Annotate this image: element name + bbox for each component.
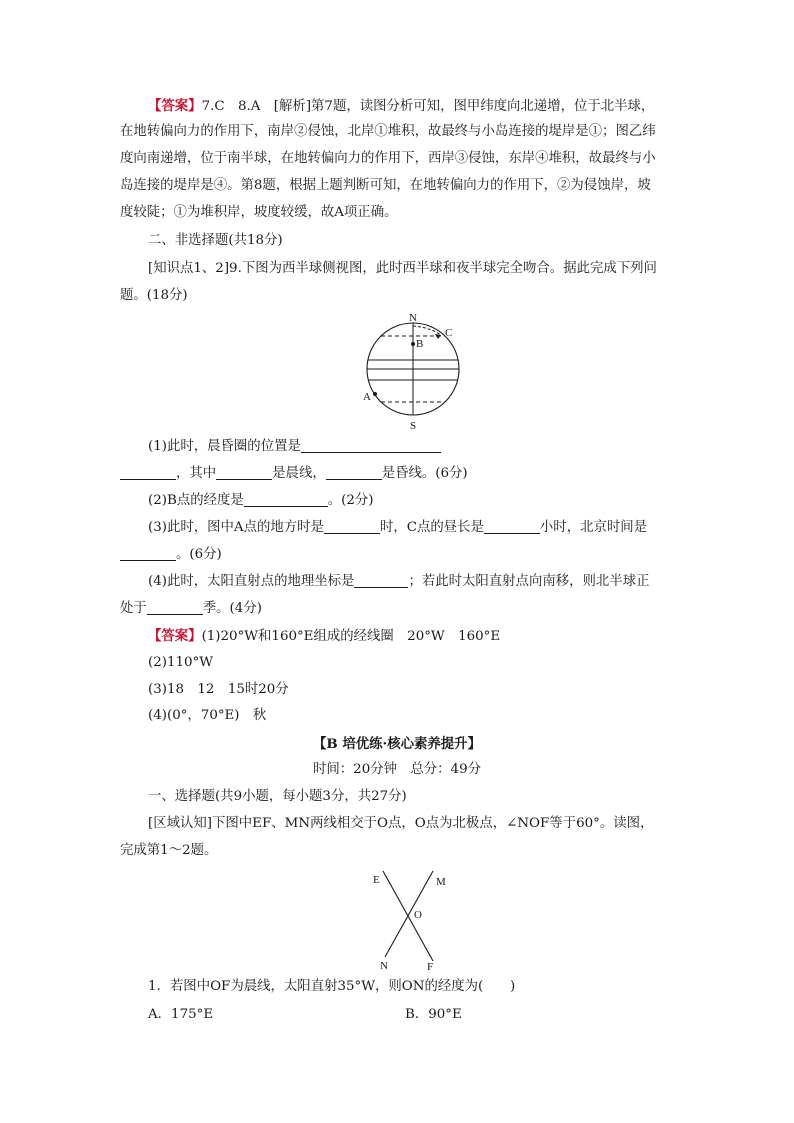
q9-part3-text-b: 小时，北京时间是	[539, 520, 648, 535]
answer-2-line-2: (2)110°W	[148, 655, 213, 670]
hemisphere-diagram	[355, 310, 475, 432]
answer-line-1	[148, 96, 708, 117]
label-n: N	[380, 960, 388, 972]
question-group-stem-cont: 完成第1～2题。	[120, 843, 218, 858]
label-f: F	[427, 961, 434, 973]
point-a-marker	[373, 392, 377, 396]
label-m: M	[436, 876, 446, 888]
q9-part3-prompt: (3)此时，图中A点的地方时是	[148, 520, 324, 535]
q9-part1-prompt: (1)此时，晨昏圈的位置是	[148, 439, 301, 454]
answer-2-line-3: (3)18 12 15时20分	[148, 682, 289, 697]
q9-part1-text-c: 是昏线。(6分)	[381, 466, 468, 481]
q9-part3-line2	[120, 545, 680, 565]
answer-2-line-4: (4)(0°，70°E) 秋	[148, 708, 267, 723]
q9-part4-end: 季。(4分)	[202, 601, 262, 616]
label-o: O	[414, 909, 422, 921]
answer-line-4: 岛连接的堤岸是④。第8题，根据上题判断可知，在地转偏向力的作用下，②为侵蚀岸，坡	[120, 178, 651, 193]
question-9-stem-cont: 题。(18分)	[120, 288, 188, 303]
answer-blank[interactable]	[324, 519, 380, 534]
answer-tag: 【答案】	[148, 628, 202, 644]
question-1: 1．若图中OF为晨线，太阳直射35°W，则ON的经度为( )	[148, 979, 516, 994]
q9-part2-end: 。(2分)	[327, 493, 374, 508]
question-group-stem: [区域认知]下图中EF、MN两线相交于O点，O点为北极点，∠NOF等于60°。读图，	[148, 816, 654, 831]
answer-blank[interactable]	[354, 573, 408, 588]
answer-blank[interactable]	[484, 519, 540, 534]
answer-line-3: 度向南递增，位于南半球，在地转偏向力的作用下，西岸③侵蚀，东岸④堆积，故最终与小	[120, 151, 656, 166]
answer-tag: 【答案】	[148, 98, 202, 114]
section-heading: 二、非选择题(共18分)	[148, 233, 283, 248]
option-b[interactable]: B．90°E	[405, 1007, 462, 1022]
q9-part4-text-a: ；若此时太阳直射点向南移，则北半球正	[408, 574, 650, 589]
q9-part3-text-a: 时，C点的昼长是	[379, 520, 484, 535]
answer-text: 7.C 8.A [解析]第7题，读图分析可知，图甲纬度向北递增，位于北半球，	[201, 99, 655, 114]
answer-blank[interactable]	[216, 465, 272, 480]
section-heading: 一、选择题(共9小题，每小题3分，共27分)	[148, 789, 407, 804]
q9-part3-end: 。(6分)	[176, 547, 222, 562]
answer-2-line-1	[148, 626, 708, 647]
q9-part2-prompt: (2)B点的经度是	[148, 493, 244, 508]
label-b: B	[416, 338, 424, 350]
rotation-arc	[413, 326, 441, 335]
answer-blank[interactable]	[244, 492, 328, 507]
answer-blank[interactable]	[326, 465, 382, 480]
label-n: N	[409, 312, 417, 324]
label-a: A	[363, 391, 371, 403]
q9-part1-text-b: 是晨线，	[272, 466, 326, 481]
q9-part4-line1	[148, 572, 708, 592]
label-s: S	[410, 420, 417, 432]
label-e: E	[373, 874, 380, 886]
answer-line-5: 度较陡；①为堆积岸，坡度较缓，故A项正确。	[120, 205, 398, 220]
q9-part4-text-b: 处于	[120, 601, 147, 616]
q9-part1-text-a: ，其中	[176, 466, 217, 481]
section-meta: 时间：20分钟 总分：49分	[313, 762, 481, 777]
q9-part2	[148, 491, 708, 511]
q9-part4-prompt: (4)此时，太阳直射点的地理坐标是	[148, 574, 355, 589]
answer-line-2: 在地转偏向力的作用下，南岸②侵蚀，北岸①堆积，故最终与小岛连接的堤岸是①；图乙纬	[120, 124, 656, 139]
answer-blank[interactable]	[301, 438, 441, 453]
option-a[interactable]: A．175°E	[148, 1007, 214, 1022]
label-c: C	[445, 327, 453, 339]
answer-blank[interactable]	[120, 465, 176, 480]
q9-part4-line2	[120, 599, 680, 619]
line-mn	[385, 871, 433, 957]
q9-part3-line1	[148, 518, 708, 538]
intersecting-lines-diagram	[365, 865, 455, 975]
answer-blank[interactable]	[120, 546, 176, 561]
q9-part1-line2	[120, 464, 680, 484]
question-9-stem: [知识点1、2]9.下图为西半球侧视图，此时西半球和夜半球完全吻合。据此完成下列问	[148, 261, 657, 276]
answer-text: (1)20°W和160°E组成的经线圈 20°W 160°E	[201, 629, 501, 644]
section-title: 【B 培优练·核心素养提升】	[313, 736, 481, 752]
q9-part1-line1	[148, 437, 708, 457]
point-b-marker	[411, 342, 415, 346]
answer-blank[interactable]	[147, 600, 203, 615]
